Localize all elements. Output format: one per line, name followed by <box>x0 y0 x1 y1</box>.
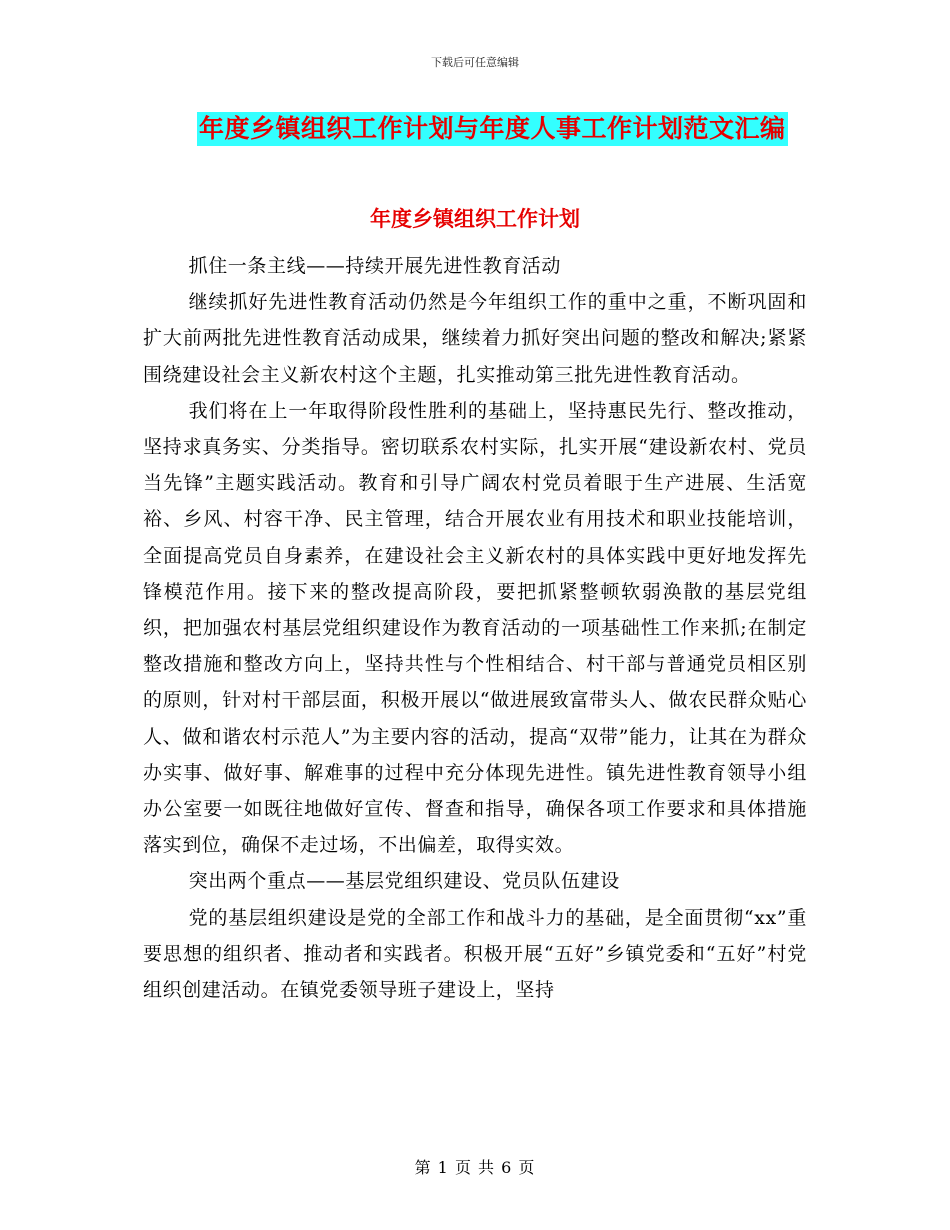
paragraph-heading-two-focuses: 突出两个重点——基层党组织建设、党员队伍建设 <box>188 870 620 893</box>
document-body <box>143 248 807 1008</box>
paragraph: 党的基层组织建设是党的全部工作和战斗力的基础，是全面贯彻“xx”重要思想的组织者、推动者和实践者。积极开展“五好”乡镇党委和“五好”村党组织创建活动。在镇党委领导班子建设上，坚持 <box>143 906 807 1002</box>
paragraph: 继续抓好先进性教育活动仍然是今年组织工作的重中之重，不断巩固和扩大前两批先进性教育活动成果，继续着力抓好突出问题的整改和解决;紧紧围绕建设社会主义新农村这个主题，扎实推动第三批先进性教育活动。 <box>143 291 807 386</box>
document-main-title: 年度乡镇组织工作计划与年度人事工作计划范文汇编 <box>197 112 788 146</box>
section-title: 年度乡镇组织工作计划 <box>370 207 580 231</box>
paragraph: 我们将在上一年取得阶段性胜利的基础上，坚持惠民先行、整改推动，坚持求真务实、分类指导。密切联系农村实际，扎实开展“建设新农村、党员当先锋”主题实践活动。教育和引导广阔农村党员着眼于生产进展、生活宽裕、乡风、村容干净、民主管理，结合开展农业有用技术和职业技能培训，全面提高党员自身素养，在建设社会主义新农村的具体实践中更好地发挥先锋模范作用。接下来的整改提高阶段，要把抓紧整顿软弱涣散的基层党组织，把加强农村基层党组织建设作为教育活动的一项基础性工作来抓;在制定整改措施和整改方向上，坚持共性与个性相结合、村干部与普通党员相区别的原则，针对村干部层面，积极开展以“做进展致富带头人、做农民群众贴心人、做和谐农村示范人”为主要内容的活动，提高“双带”能力，让其在为群众办实事、做好事、解难事的过程中充分体现先进性。镇先进性教育领导小组办公室要一如既往地做好宣传、督查和指导，确保各项工作要求和具体措施落实到位，确保不走过场，不出偏差，取得实效。 <box>143 399 807 857</box>
page-number: 第 1 页 共 6 页 <box>414 1158 536 1177</box>
header-note: 下载后可任意编辑 <box>431 56 519 69</box>
paragraph-heading-main-line: 抓住一条主线——持续开展先进性教育活动 <box>188 255 561 277</box>
